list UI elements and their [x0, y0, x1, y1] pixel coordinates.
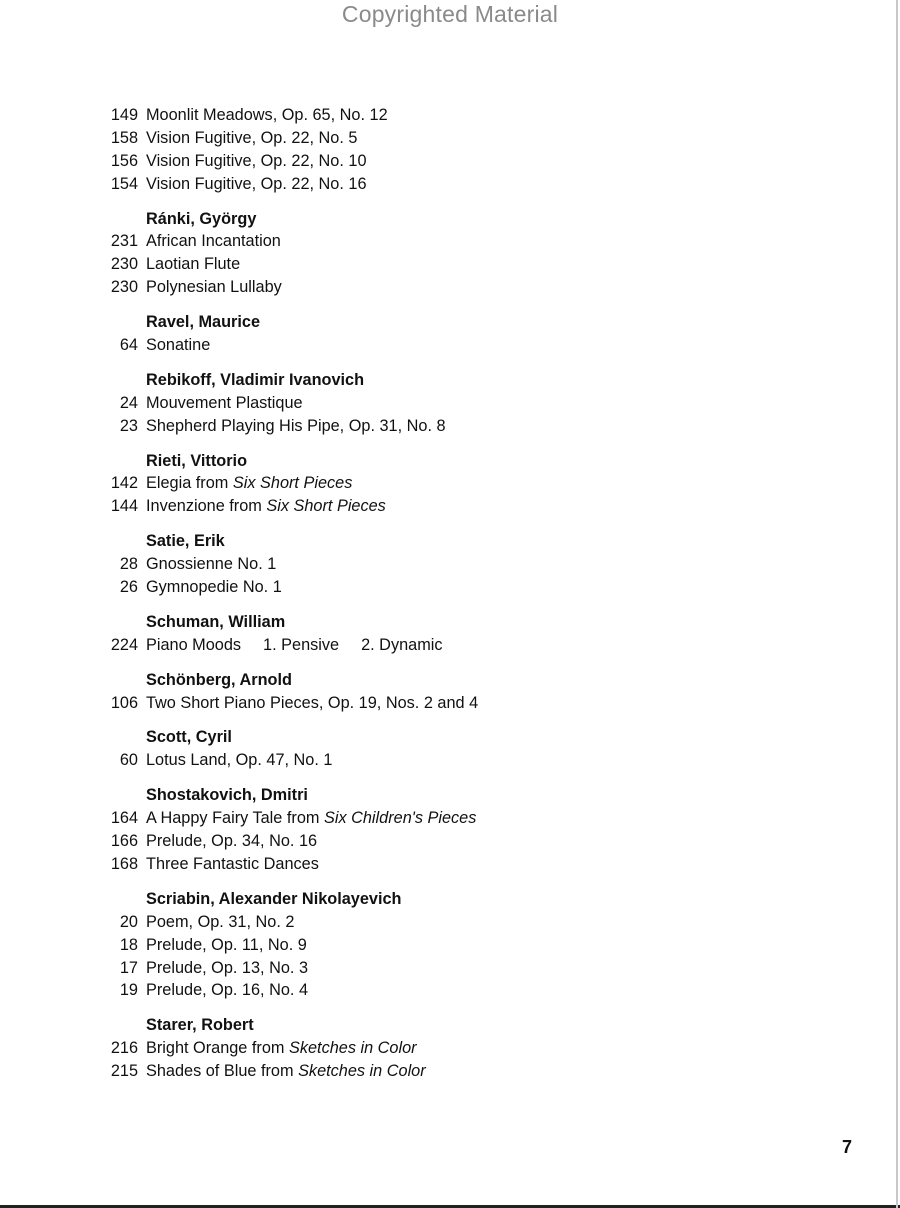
- entry-title-text: Prelude, Op. 16, No. 4: [146, 981, 309, 1000]
- toc-entry[interactable]: [106, 911, 826, 934]
- entry-title-text: Prelude, Op. 34, No. 16: [146, 832, 318, 851]
- entry-page-number: 144: [110, 497, 138, 516]
- entry-page-number: 17: [119, 958, 138, 977]
- entry-title: [146, 173, 367, 196]
- entry-title-text: Vision Fugitive, Op. 22, No. 10: [146, 151, 367, 170]
- entry-source-collection: Six Children's Pieces: [323, 809, 477, 828]
- entry-title-text: Poem, Op. 31, No. 2: [146, 912, 295, 931]
- toc-entry[interactable]: [106, 1037, 826, 1060]
- entry-title-text: Laotian Flute: [146, 255, 241, 274]
- toc-entry[interactable]: [106, 104, 826, 127]
- entry-title: [146, 415, 446, 438]
- composer-heading: Scriabin, Alexander Nikolayevich: [146, 889, 402, 908]
- entry-source-collection: Six Short Pieces: [232, 474, 353, 493]
- entry-source-collection: Sketches in Color: [298, 1062, 426, 1081]
- entry-title-text: Elegia from: [146, 474, 229, 493]
- entry-page-number: 230: [110, 255, 138, 274]
- entry-page-number: 106: [110, 693, 138, 712]
- entry-title: [146, 127, 357, 150]
- entry-part: 2. Dynamic: [361, 635, 443, 654]
- composer-heading: Starer, Robert: [146, 1016, 254, 1035]
- page-edge-shadow: [896, 0, 898, 1208]
- entry-page-number: 164: [110, 809, 138, 828]
- entry-title-text: Gnossienne No. 1: [146, 555, 277, 574]
- entry-title: [146, 957, 308, 980]
- entry-title: [146, 392, 303, 415]
- entry-title: [146, 576, 282, 599]
- composer-heading: Schuman, William: [146, 612, 286, 631]
- entry-title: [146, 253, 240, 276]
- toc-entry[interactable]: [106, 495, 826, 518]
- toc-entry[interactable]: [106, 634, 826, 657]
- toc-entry[interactable]: [106, 415, 826, 438]
- toc-entry[interactable]: [106, 472, 826, 495]
- toc-entry[interactable]: [106, 276, 826, 299]
- page-number: 7: [841, 1137, 852, 1157]
- entry-title-text: Bright Orange from: [146, 1039, 285, 1058]
- entry-page-number: 142: [110, 474, 138, 493]
- entry-page-number: 149: [110, 106, 138, 124]
- entry-title: [146, 1037, 417, 1060]
- entry-title: [146, 334, 210, 357]
- toc-entry[interactable]: [106, 392, 826, 415]
- entry-title: [146, 553, 276, 576]
- entry-page-number: 216: [110, 1039, 138, 1058]
- entry-title-text: Sonatine: [146, 336, 211, 355]
- toc-entry[interactable]: [106, 553, 826, 576]
- toc-entry[interactable]: [106, 692, 826, 715]
- composer-heading: Rebikoff, Vladimir Ivanovich: [146, 370, 365, 389]
- toc-entry[interactable]: [106, 979, 826, 1002]
- entry-title-text: Two Short Piano Pieces, Op. 19, Nos. 2 and 4: [146, 693, 479, 712]
- toc-entry[interactable]: [106, 749, 826, 772]
- entry-title-text: African Incantation: [146, 232, 281, 251]
- entry-title: [146, 979, 308, 1002]
- entry-title: [146, 830, 317, 853]
- entry-page-number: 24: [119, 393, 138, 412]
- entry-title-text: Polynesian Lullaby: [146, 278, 282, 297]
- entry-page-number: 230: [110, 278, 138, 297]
- entry-title-text: Invenzione from: [146, 497, 262, 516]
- entry-source-collection: Sketches in Color: [288, 1039, 417, 1058]
- entry-title-text: Mouvement Plastique: [146, 393, 303, 412]
- composer-heading: Schönberg, Arnold: [146, 670, 292, 689]
- entry-page-number: 28: [119, 555, 138, 574]
- entry-page-number: 168: [110, 854, 138, 873]
- entry-title-text: Prelude, Op. 13, No. 3: [146, 958, 309, 977]
- toc-entry[interactable]: [106, 934, 826, 957]
- entry-title-text: Moonlit Meadows, Op. 65, No. 12: [146, 106, 388, 124]
- entry-page-number: 231: [110, 232, 138, 251]
- entry-page-number: 154: [110, 174, 138, 193]
- entry-title: [146, 634, 443, 657]
- entry-page-number: 158: [110, 128, 138, 147]
- entry-title: [146, 692, 478, 715]
- entry-title-text: Gymnopedie No. 1: [146, 578, 282, 597]
- toc-entry[interactable]: [106, 830, 826, 853]
- copyright-watermark: Copyrighted Material: [341, 1, 559, 27]
- entry-title: [146, 276, 282, 299]
- composer-heading: Rieti, Vittorio: [146, 451, 248, 470]
- table-of-contents: [106, 104, 826, 1083]
- entry-title: [146, 495, 386, 518]
- entry-title-text: Lotus Land, Op. 47, No. 1: [146, 751, 333, 770]
- toc-entry[interactable]: [106, 253, 826, 276]
- entry-part: 1. Pensive: [263, 635, 340, 654]
- composer-heading: Shostakovich, Dmitri: [146, 786, 308, 805]
- entry-page-number: 64: [119, 336, 138, 355]
- entry-title-text: Prelude, Op. 11, No. 9: [146, 935, 307, 954]
- entry-page-number: 215: [110, 1062, 138, 1081]
- entry-title: [146, 1060, 426, 1083]
- composer-heading: Scott, Cyril: [146, 728, 232, 747]
- entry-title-text: Vision Fugitive, Op. 22, No. 16: [146, 174, 367, 193]
- entry-title-text: Piano Moods: [146, 635, 242, 654]
- entry-title: [146, 934, 307, 957]
- toc-entry[interactable]: [106, 230, 826, 253]
- toc-entry[interactable]: [106, 853, 826, 876]
- toc-entry[interactable]: [106, 334, 826, 357]
- entry-page-number: 23: [119, 416, 138, 435]
- entry-page-number: 20: [119, 912, 138, 931]
- composer-heading: Satie, Erik: [146, 532, 225, 551]
- toc-entry[interactable]: [106, 576, 826, 599]
- entry-title-text: Vision Fugitive, Op. 22, No. 5: [146, 128, 358, 147]
- entry-title-text: Three Fantastic Dances: [146, 854, 319, 873]
- toc-entry[interactable]: [106, 150, 826, 173]
- entry-title: [146, 104, 388, 127]
- entry-page-number: 156: [110, 151, 138, 170]
- toc-entry[interactable]: [106, 173, 826, 196]
- entry-title: [146, 853, 319, 876]
- entry-page-number: 18: [119, 935, 138, 954]
- entry-title: [146, 150, 367, 173]
- entry-title: [146, 472, 352, 495]
- entry-title: [146, 807, 476, 830]
- composer-heading: Ravel, Maurice: [146, 313, 261, 332]
- toc-entry[interactable]: [106, 1060, 826, 1083]
- entry-title-text: Shades of Blue from: [146, 1062, 294, 1081]
- entry-page-number: 60: [119, 751, 138, 770]
- entry-title-text: Shepherd Playing His Pipe, Op. 31, No. 8: [146, 416, 446, 435]
- entry-source-collection: Six Short Pieces: [266, 497, 386, 516]
- toc-entry[interactable]: [106, 807, 826, 830]
- entry-page-number: 166: [110, 832, 138, 851]
- entry-title-text: A Happy Fairy Tale from: [146, 809, 320, 828]
- entry-title: [146, 911, 294, 934]
- toc-entry[interactable]: [106, 957, 826, 980]
- entry-title: [146, 749, 332, 772]
- entry-page-number: 224: [110, 635, 138, 654]
- entry-page-number: 26: [119, 578, 138, 597]
- toc-entry[interactable]: [106, 127, 826, 150]
- entry-title: [146, 230, 281, 253]
- entry-page-number: 19: [119, 981, 138, 1000]
- composer-heading: Ránki, György: [146, 209, 257, 228]
